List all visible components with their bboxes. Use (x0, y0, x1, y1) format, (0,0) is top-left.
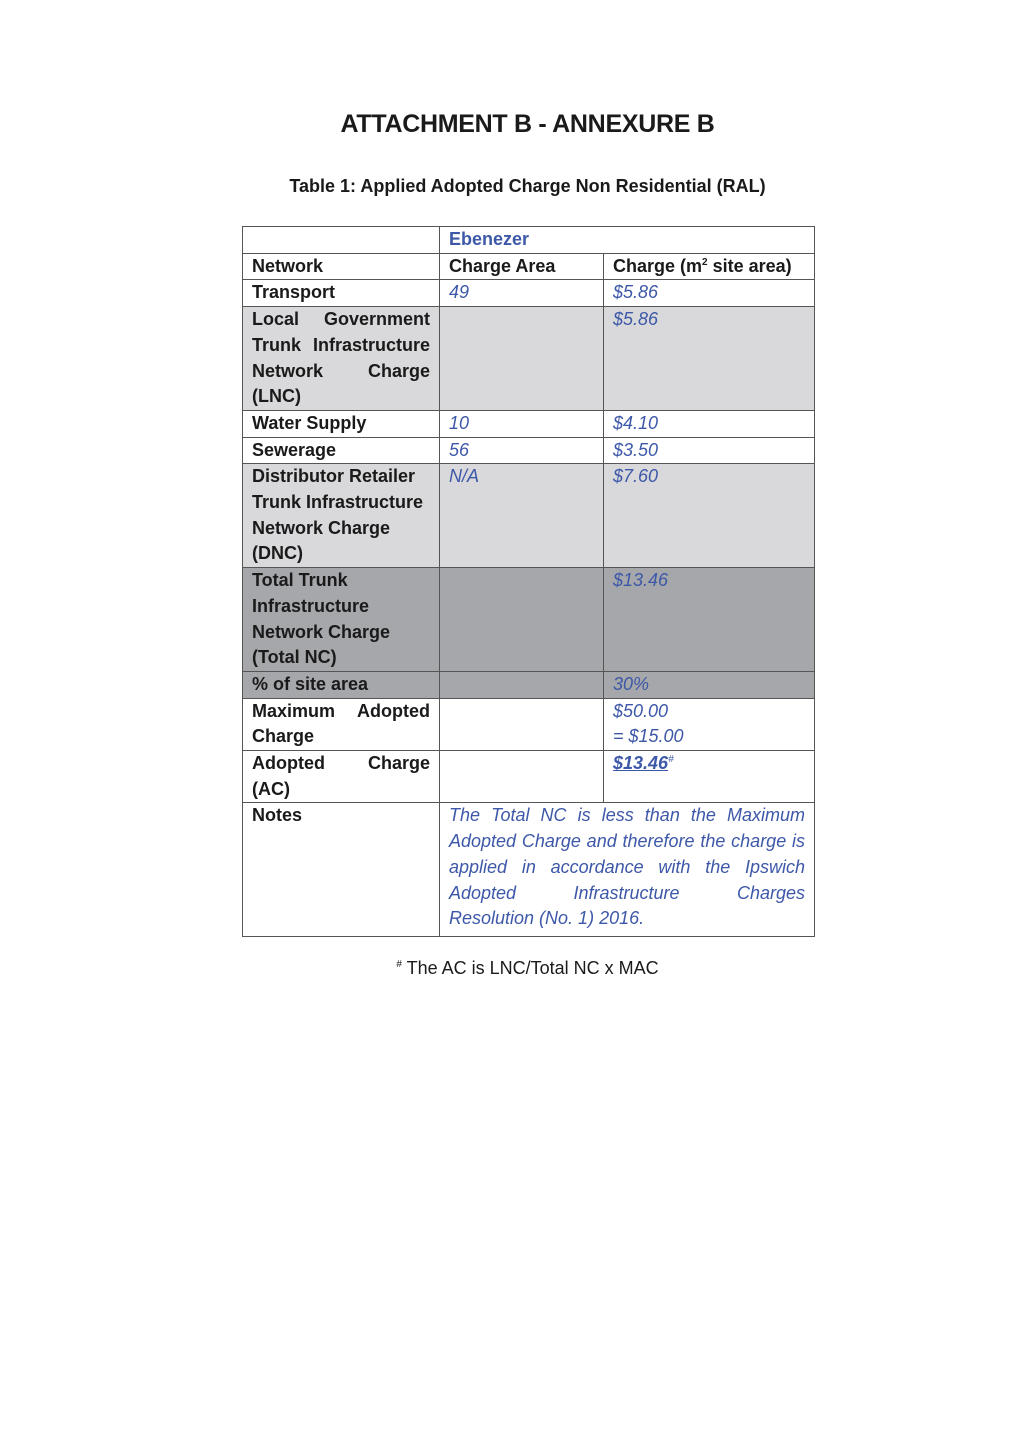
charge-cell: $13.46 (604, 568, 815, 672)
charge-area-cell: 49 (440, 280, 604, 307)
notes-text: The Total NC is less than the Maximum Adopted Charge and therefore the charge is applied in accordance with the Ipswich Adopted Infrastructure Charges (449, 805, 806, 903)
row-label: % of site area (243, 671, 440, 698)
table-row-dnc (243, 464, 815, 568)
table-row-mac (243, 698, 815, 750)
table-header-row (243, 253, 815, 280)
notes-cell (440, 803, 815, 937)
row-label: Sewerage (243, 437, 440, 464)
charge-area-column-header: Charge Area (440, 253, 604, 280)
row-label: Transport (243, 280, 440, 307)
row-label-tail: (LNC) (252, 386, 301, 407)
row-label-tail: Charge (252, 726, 315, 747)
notes-text-tail: Resolution (No. 1) 2016. (449, 908, 645, 929)
charge-cell (604, 751, 815, 803)
row-label: Water Supply (243, 410, 440, 437)
adopted-charge-value: $13.46 (613, 753, 669, 774)
row-label-justified: Adopted Charge (252, 753, 430, 774)
mac-applied-value: = $15.00 (613, 726, 684, 747)
network-column-header: Network (243, 253, 440, 280)
charge-area-cell (440, 751, 604, 803)
location-header: Ebenezer (440, 227, 815, 254)
charge-cell (604, 698, 815, 750)
table-row-site-area (243, 671, 815, 698)
table-row-notes (243, 803, 815, 937)
row-label-tail: (AC) (252, 778, 290, 799)
empty-cell (243, 227, 440, 254)
footnote-text: The AC is LNC/Total NC x MAC (401, 958, 659, 978)
table-caption: Table 1: Applied Adopted Charge Non Residential (RAL) (289, 176, 766, 196)
row-label-justified: Maximum Adopted (252, 700, 430, 721)
table-row-transport (243, 280, 815, 307)
charge-area-cell: 56 (440, 437, 604, 464)
row-label (243, 698, 440, 750)
row-label (243, 751, 440, 803)
charges-table (242, 226, 815, 937)
footnote-marker: # (668, 754, 674, 766)
charge-cell: 30% (604, 671, 815, 698)
row-label: Total Trunk Infrastructure Network Charge (Total NC) (243, 568, 440, 672)
charge-header-sup: 2 (702, 256, 708, 268)
document-title: ATTACHMENT B - ANNEXURE B (340, 110, 715, 138)
row-label-justified: Local Government Trunk Infrastructure Network Charge (252, 309, 430, 381)
charge-area-cell: N/A (440, 464, 604, 568)
table-row-ac (243, 751, 815, 803)
charge-cell: $5.86 (604, 280, 815, 307)
table-row-total-nc (243, 568, 815, 672)
charge-header-prefix: Charge (m (613, 255, 703, 276)
charge-area-cell (440, 568, 604, 672)
charge-cell: $7.60 (604, 464, 815, 568)
mac-value: $50.00 (613, 700, 669, 721)
charge-area-cell (440, 307, 604, 411)
charge-cell: $5.86 (604, 307, 815, 411)
footnote-symbol: # (396, 959, 402, 970)
charge-header-suffix: site area) (707, 255, 792, 276)
charge-area-cell (440, 671, 604, 698)
row-label: Distributor Retailer Trunk Infrastructure Network Charge (DNC) (243, 464, 440, 568)
charge-cell: $3.50 (604, 437, 815, 464)
charge-area-cell (440, 698, 604, 750)
table-row-location (243, 227, 815, 254)
table-row-water-supply (243, 410, 815, 437)
charge-column-header (604, 253, 815, 280)
charge-cell: $4.10 (604, 410, 815, 437)
table-row-sewerage (243, 437, 815, 464)
footnote (0, 958, 1013, 979)
row-label: Notes (243, 803, 440, 937)
table-row-lnc (243, 307, 815, 411)
row-label (243, 307, 440, 411)
charge-area-cell: 10 (440, 410, 604, 437)
